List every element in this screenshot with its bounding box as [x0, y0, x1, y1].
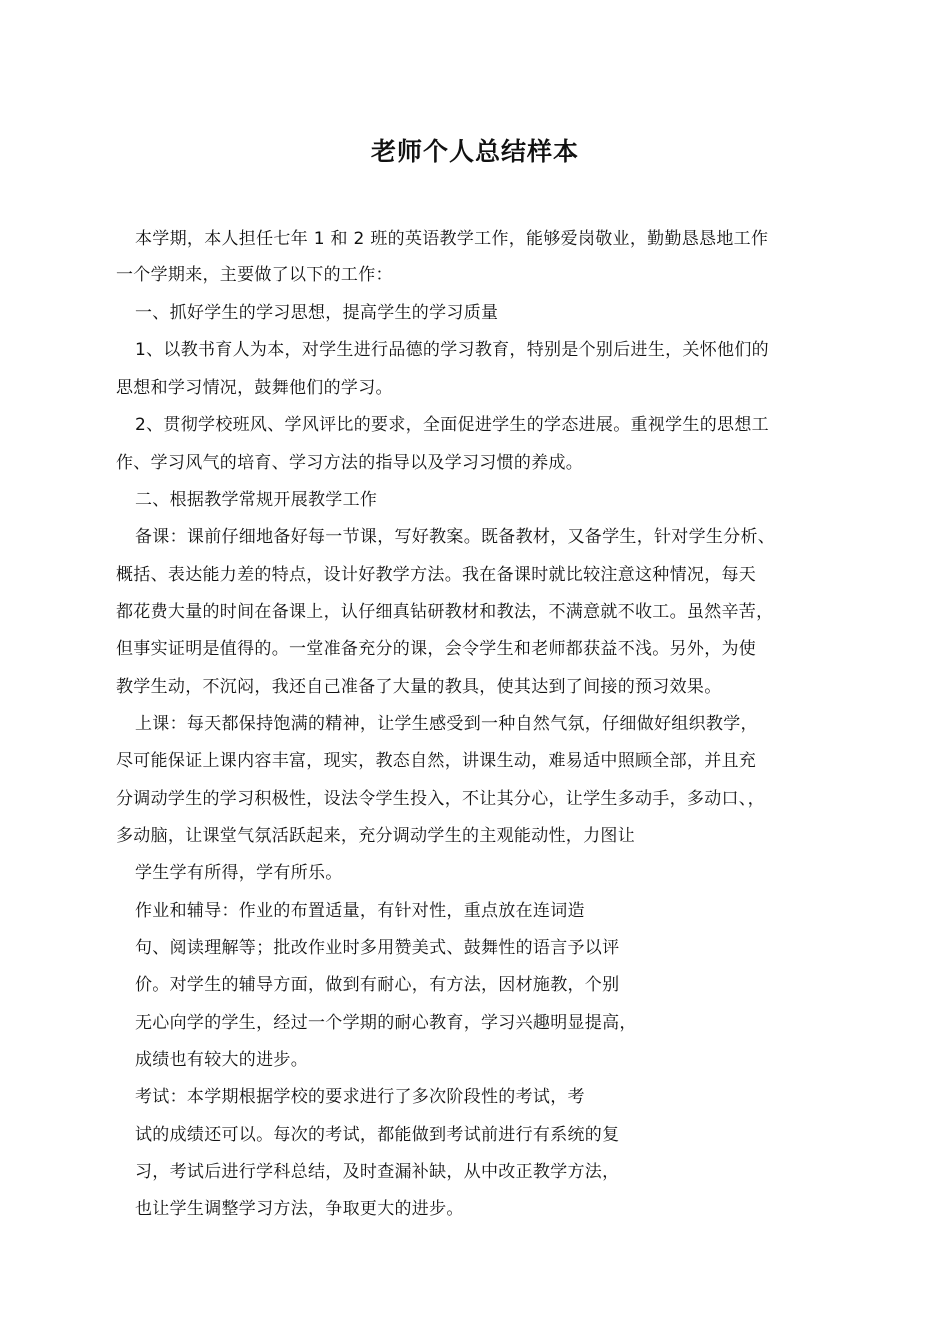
paragraph-line: 1、以教书育人为本，对学生进行品德的学习教育，特别是个别后进生，关怀他们的 [135, 340, 769, 360]
paragraph-line: 句、阅读理解等；批改作业时多用赞美式、鼓舞性的语言予以评 [135, 938, 620, 958]
paragraph-line: 概括、表达能力差的特点，设计好教学方法。我在备课时就比较注意这种情况，每天 [116, 565, 757, 585]
paragraph-line: 作、学习风气的培育、学习方法的指导以及学习习惯的养成。 [116, 453, 584, 473]
paragraph-line: 学生学有所得，学有所乐。 [135, 863, 343, 883]
paragraph-line: 本学期，本人担任七年 1 和 2 班的英语教学工作，能够爱岗敬业，勤勤恳恳地工作 [135, 229, 769, 249]
paragraph-line: 一个学期来，主要做了以下的工作： [116, 265, 393, 285]
paragraph-line: 成绩也有较大的进步。 [135, 1050, 308, 1070]
paragraph-line: 但事实证明是值得的。一堂准备充分的课，会令学生和老师都获益不浅。另外，为使 [116, 639, 757, 659]
document-title: 老师个人总结样本 [370, 137, 579, 166]
paragraph-line: 考试：本学期根据学校的要求进行了多次阶段性的考试，考 [135, 1087, 585, 1107]
paragraph-line: 价。对学生的辅导方面，做到有耐心，有方法，因材施教，个别 [135, 975, 620, 995]
paragraph-line: 试的成绩还可以。每次的考试，都能做到考试前进行有系统的复 [135, 1125, 620, 1145]
paragraph-line: 无心向学的学生，经过一个学期的耐心教育，学习兴趣明显提高， [135, 1013, 637, 1033]
paragraph-line: 作业和辅导：作业的布置适量，有针对性，重点放在连词造 [135, 901, 585, 921]
paragraph-line: 教学生动，不沉闷，我还自己准备了大量的教具，使其达到了间接的预习效果。 [116, 677, 722, 697]
paragraph-line: 上课：每天都保持饱满的精神，让学生感受到一种自然气氛，仔细做好组织教学， [135, 714, 758, 734]
section-heading: 一、抓好学生的学习思想，提高学生的学习质量 [135, 303, 499, 323]
paragraph-line: 备课：课前仔细地备好每一节课，写好教案。既备教材，又备学生，针对学生分析、 [135, 527, 776, 547]
paragraph-line: 多动脑，让课堂气氛活跃起来，充分调动学生的主观能动性，力图让 [116, 826, 635, 846]
paragraph-line: 尽可能保证上课内容丰富，现实，教态自然，讲课生动，难易适中照顾全部，并且充 [116, 751, 757, 771]
paragraph-line: 习，考试后进行学科总结，及时查漏补缺，从中改正教学方法， [135, 1162, 620, 1182]
paragraph-line: 2、贯彻学校班风、学风评比的要求，全面促进学生的学态进展。重视学生的思想工 [135, 415, 769, 435]
paragraph-line: 思想和学习情况，鼓舞他们的学习。 [116, 378, 393, 398]
paragraph-line: 都花费大量的时间在备课上，认仔细真钻研教材和教法，不满意就不收工。虽然辛苦， [116, 602, 774, 622]
section-heading: 二、根据教学常规开展教学工作 [135, 490, 378, 510]
paragraph-line: 分调动学生的学习积极性，设法令学生投入，不让其分心，让学生多动手，多动口、， [116, 789, 765, 809]
paragraph-line: 也让学生调整学习方法，争取更大的进步。 [135, 1199, 464, 1219]
